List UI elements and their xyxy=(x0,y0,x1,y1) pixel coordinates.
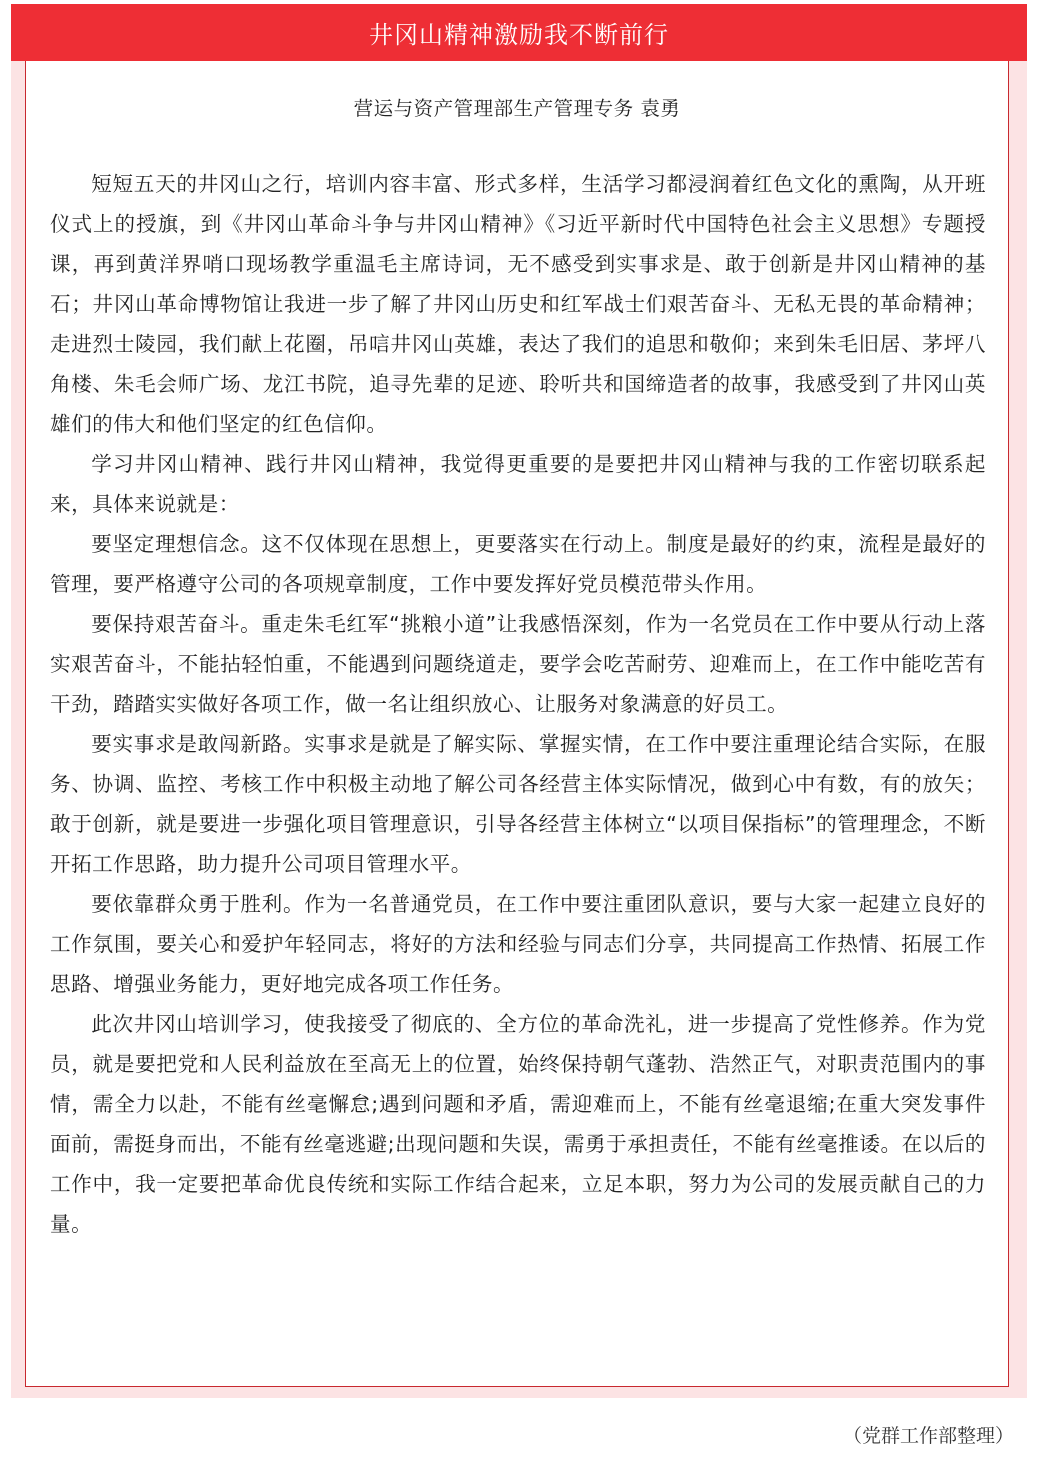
title-banner xyxy=(11,4,1027,61)
footer-credit: （党群工作部整理） xyxy=(842,1425,1014,1447)
paragraph: 学习井冈山精神、践行井冈山精神，我觉得更重要的是要把井冈山精神与我的工作密切联系起来，具体来说就是： xyxy=(50,452,986,516)
paragraph: 短短五天的井冈山之行，培训内容丰富、形式多样，生活学习都浸润着红色文化的熏陶，从开班仪式上的授旗，到《井冈山革命斗争与井冈山精神》《习近平新时代中国特色社会主义思想》专题授课，再到黄洋界哨口现场教学重温毛主席诗词，无不感受到实事求是、敢于创新是井冈山精神的基石；井冈山革命博物馆让我进一步了解了井冈山历史和红军战士们艰苦奋斗、无私无畏的革命精神；走进烈士陵园，我们献上花圈，吊唁井冈山英雄，表达了我们的追思和敬仰；来到朱毛旧居、茅坪八角楼、朱毛会师广场、龙江书院，追寻先辈的足迹、聆听共和国缔造者的故事，我感受到了井冈山英雄们的伟大和他们坚定的红色信仰。 xyxy=(50,172,986,436)
author-line: 营运与资产管理部生产管理专务 袁勇 xyxy=(353,97,681,120)
paragraph: 要实事求是敢闯新路。实事求是就是了解实际、掌握实情，在工作中要注重理论结合实际，在服务、协调、监控、考核工作中积极主动地了解公司各经营主体实际情况，做到心中有数，有的放矢；敢于创新，就是要进一步强化项目管理意识，引导各经营主体树立“以项目保指标”的管理理念，不断开拓工作思路，助力提升公司项目管理水平。 xyxy=(50,732,986,876)
article-panel xyxy=(25,61,1009,1387)
article-body xyxy=(50,164,986,1244)
paragraph: 要依靠群众勇于胜利。作为一名普通党员，在工作中要注重团队意识，要与大家一起建立良好的工作氛围，要关心和爱护年轻同志，将好的方法和经验与同志们分享，共同提高工作热情、拓展工作思路、增强业务能力，更好地完成各项工作任务。 xyxy=(50,892,986,996)
paragraph: 此次井冈山培训学习，使我接受了彻底的、全方位的革命洗礼，进一步提高了党性修养。作为党员，就是要把党和人民利益放在至高无上的位置，始终保持朝气蓬勃、浩然正气，对职责范围内的事情，需全力以赴，不能有丝毫懈怠;遇到问题和矛盾，需迎难而上，不能有丝毫退缩;在重大突发事件面前，需挺身而出，不能有丝毫逃避;出现问题和失误，需勇于承担责任，不能有丝毫推诿。在以后的工作中，我一定要把革命优良传统和实际工作结合起来，立足本职，努力为公司的发展贡献自己的力量。 xyxy=(50,1012,986,1236)
article-title: 井冈山精神激励我不断前行 xyxy=(369,21,669,49)
article-frame xyxy=(11,4,1027,1398)
paragraph: 要保持艰苦奋斗。重走朱毛红军“挑粮小道”让我感悟深刻，作为一名党员在工作中要从行动上落实艰苦奋斗，不能拈轻怕重，不能遇到问题绕道走，要学会吃苦耐劳、迎难而上，在工作中能吃苦有干劲，踏踏实实做好各项工作，做一名让组织放心、让服务对象满意的好员工。 xyxy=(50,612,986,716)
paragraph: 要坚定理想信念。这不仅体现在思想上，更要落实在行动上。制度是最好的约束，流程是最好的管理，要严格遵守公司的各项规章制度，工作中要发挥好党员模范带头作用。 xyxy=(50,532,986,596)
